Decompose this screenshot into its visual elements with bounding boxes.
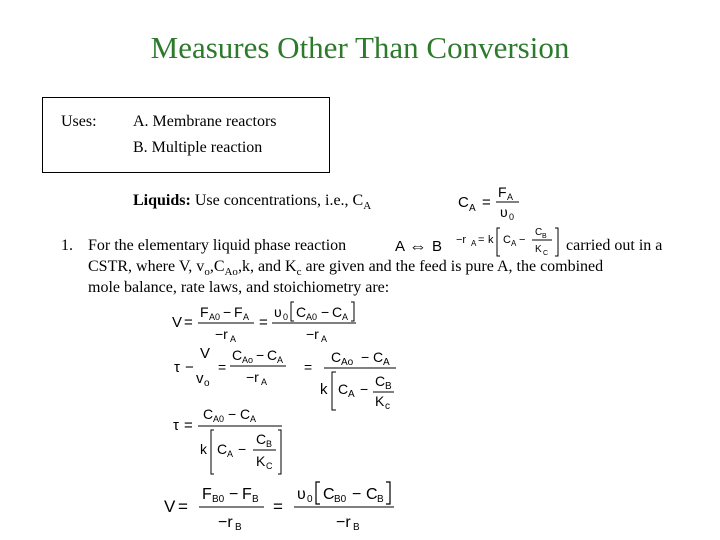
eq-text: B — [432, 238, 443, 255]
eq-text: F — [498, 184, 507, 200]
eq-text: o — [204, 378, 210, 389]
eq-text: V — [200, 345, 211, 362]
eq-text: 0 — [307, 494, 313, 505]
use-item-membrane: A. Membrane reactors — [133, 113, 277, 130]
liquids-text: Use concentrations, i.e., C — [190, 192, 364, 209]
eq-text: = — [184, 417, 193, 434]
eq-text: = — [304, 359, 313, 375]
eq-text: A — [471, 239, 477, 248]
eq-text: − — [228, 406, 237, 422]
eq-text: C — [267, 347, 278, 363]
eq-text: υ — [297, 486, 306, 503]
eq-text: k — [320, 381, 328, 398]
eq-text: K — [256, 453, 266, 469]
eq-text: − — [238, 441, 247, 457]
eq-text: −r — [456, 234, 467, 246]
eq-text: K — [535, 244, 542, 255]
eq-text: F — [200, 304, 209, 320]
eq-text: B — [377, 494, 384, 505]
eq-text: C — [458, 194, 469, 211]
eq-text: − — [229, 486, 239, 503]
eq-text: C — [366, 486, 378, 503]
eq-text: B — [353, 522, 360, 533]
eq-text: C — [543, 250, 549, 257]
bracket-left — [211, 430, 214, 474]
eq-text: 0 — [509, 212, 515, 222]
bracket-left — [332, 372, 336, 410]
eq-text: C — [256, 431, 267, 447]
bracket-left — [497, 228, 500, 256]
item-line2-text: are given and the feed is pure A, the combined — [301, 258, 604, 275]
eq-text: − — [321, 304, 330, 320]
eq-text: A — [243, 312, 250, 322]
eq-text: B — [385, 381, 392, 392]
eq-text: C — [240, 406, 251, 422]
eq-text: τ — [174, 359, 180, 376]
species-b-volume-equation — [160, 476, 430, 534]
eq-text: υ — [500, 204, 508, 220]
eq-text: C — [266, 461, 273, 471]
item-line2-sub: c — [296, 266, 302, 279]
eq-text: A — [342, 312, 349, 322]
eq-text: B0 — [212, 494, 225, 505]
use-item-multiple: B. Multiple reaction — [133, 139, 263, 156]
eq-text: − — [360, 381, 369, 397]
eq-text: A — [250, 414, 257, 424]
uses-box — [42, 97, 330, 173]
eq-text: C — [331, 349, 342, 365]
eq-text: A — [395, 238, 406, 255]
eq-text: c — [385, 401, 390, 412]
eq-text: A — [383, 357, 390, 368]
item-line2-sub: Ao — [224, 266, 238, 279]
eq-text: B — [235, 522, 242, 533]
eq-text: B — [542, 233, 547, 240]
eq-text: C — [535, 227, 543, 238]
bracket-right — [386, 482, 390, 504]
item-line3: mole balance, rate laws, and stoichiometry are: — [88, 279, 390, 296]
eq-text: C — [296, 304, 307, 320]
eq-text: C — [373, 349, 384, 365]
item-line2-sub: o — [204, 266, 210, 279]
eq-text: B0 — [334, 494, 347, 505]
eq-text: F — [234, 304, 243, 320]
eq-text: = — [178, 497, 188, 516]
eq-text: − — [519, 234, 526, 246]
eq-text: B — [252, 494, 259, 505]
eq-text: A — [348, 389, 355, 400]
reaction-equation — [392, 233, 452, 257]
eq-text: −r — [215, 326, 228, 342]
eq-text: V — [172, 314, 183, 331]
eq-text: υ — [274, 304, 282, 320]
eq-text: −r — [246, 369, 259, 385]
eq-text: C — [232, 347, 243, 363]
eq-text: −r — [218, 514, 233, 531]
eq-text: − — [352, 486, 362, 503]
eq-text: A — [507, 192, 514, 202]
eq-text: = — [273, 497, 283, 516]
eq-text: A — [469, 203, 476, 214]
eq-text: C — [375, 373, 386, 389]
bracket-right — [278, 430, 281, 474]
eq-text: − — [185, 359, 194, 376]
eq-text: A0 — [213, 414, 225, 424]
liquids-line — [133, 192, 371, 212]
eq-text: k — [200, 441, 207, 457]
eq-text: F — [242, 486, 252, 503]
eq-text: 0 — [283, 312, 289, 322]
rate-law-equation — [454, 220, 566, 260]
eq-text: Ao — [242, 355, 254, 365]
eq-text: = — [478, 234, 485, 246]
item-line2-text: CSTR, where V, v — [88, 258, 205, 275]
eq-text: = — [482, 194, 491, 211]
bracket-left — [291, 302, 294, 321]
eq-text: − — [256, 347, 265, 363]
eq-text: = — [218, 359, 227, 375]
eq-text: k — [488, 234, 494, 246]
eq-text: F — [202, 486, 212, 503]
item-line2-text: ,C — [209, 258, 225, 275]
eq-text: = — [259, 314, 268, 331]
eq-text: v — [196, 370, 204, 387]
eq-text: C — [332, 304, 343, 320]
eq-text: C — [323, 486, 335, 503]
eq-text: − — [361, 349, 370, 365]
eq-text: A — [230, 334, 237, 344]
eq-text: = — [184, 314, 193, 331]
eq-text: − — [223, 304, 232, 320]
eq-text: −r — [306, 326, 319, 342]
eq-text: ⇔ — [409, 236, 427, 256]
slide-title: Measures Other Than Conversion — [150, 30, 570, 65]
space-time-full-equation — [170, 402, 290, 480]
eq-text: A0 — [209, 312, 221, 322]
bracket-left — [316, 482, 320, 504]
eq-text: A — [277, 355, 284, 365]
item-line1-a: For the elementary liquid phase reaction — [88, 237, 347, 254]
eq-text: C — [217, 441, 228, 457]
item-line2-text: ,k, and K — [237, 258, 297, 275]
eq-text: A — [227, 449, 234, 459]
eq-text: C — [203, 406, 214, 422]
eq-text: A — [511, 239, 517, 248]
uses-label: Uses: — [61, 113, 97, 130]
item-number: 1. — [61, 237, 73, 254]
liquids-sub: A — [363, 200, 372, 213]
bracket-right — [351, 302, 354, 321]
bracket-right — [555, 228, 558, 256]
eq-text: V — [164, 497, 176, 516]
eq-text: K — [375, 393, 385, 409]
ca-definition-equation — [455, 182, 525, 222]
eq-text: −r — [336, 514, 351, 531]
eq-text: A0 — [306, 312, 318, 322]
eq-text: B — [266, 439, 273, 449]
eq-text: C — [503, 234, 511, 246]
eq-text: A — [321, 334, 328, 344]
item-line1-b: carried out in a — [566, 237, 663, 254]
eq-text: C — [338, 381, 349, 397]
eq-text: A — [261, 377, 268, 387]
liquids-label: Liquids: — [133, 192, 191, 209]
eq-text: Ao — [341, 357, 354, 368]
eq-text: τ — [173, 417, 179, 434]
